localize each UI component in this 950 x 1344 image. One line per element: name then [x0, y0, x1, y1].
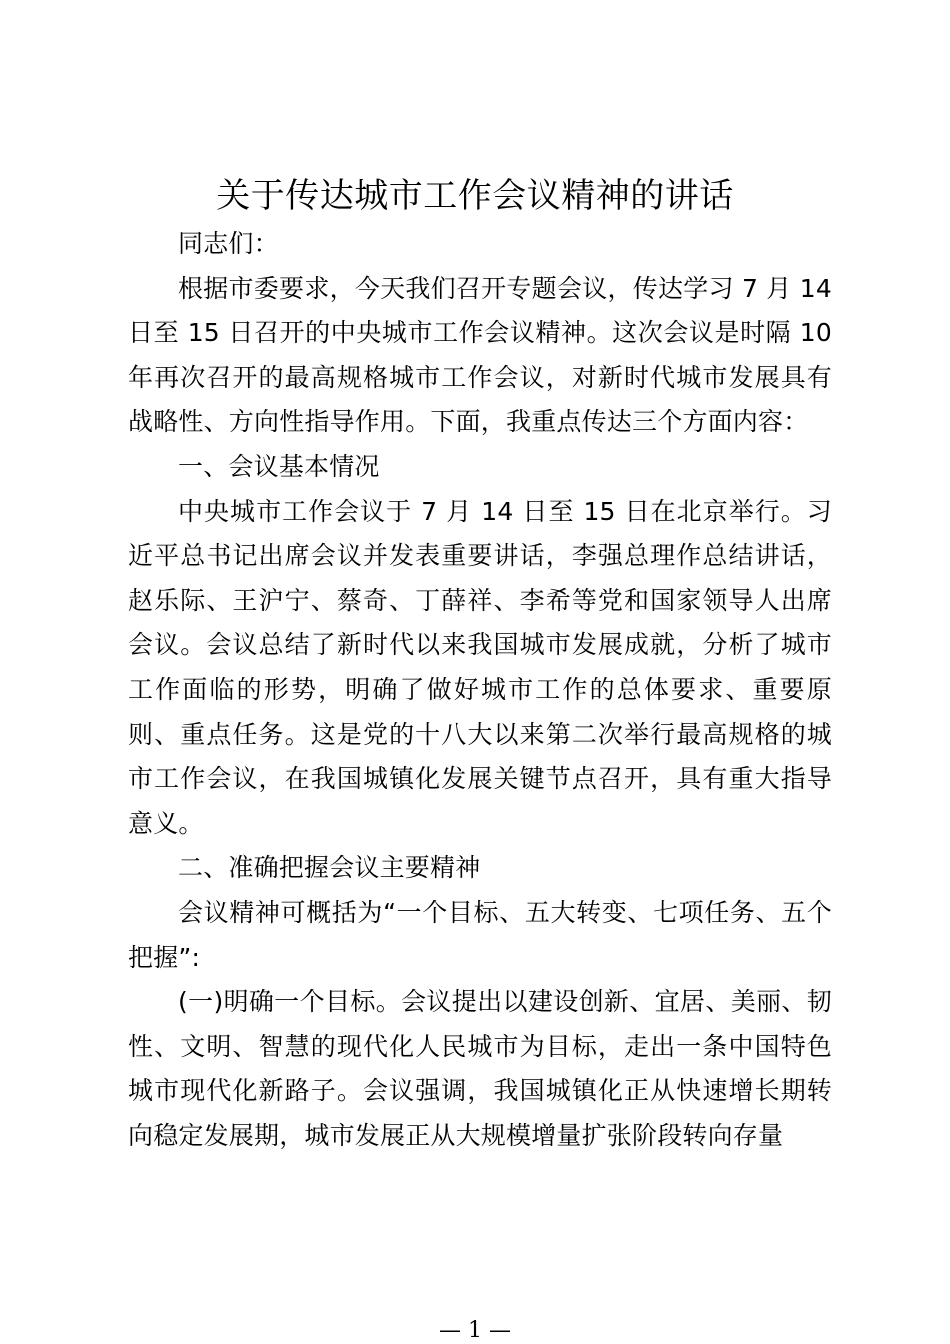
document-title: 关于传达城市工作会议精神的讲话: [216, 176, 734, 216]
document-body: [128, 222, 832, 1158]
paragraph-goal: (一)明确一个目标。会议提出以建设创新、宜居、美丽、韧性、文明、智慧的现代化人民城市为目标，走出一条中国特色城市现代化新路子。会议强调，我国城镇化正从快速增长期转向稳定发展期，城市发展正从大规模增量扩张阶段转向存量: [128, 987, 832, 1150]
section-heading-1: 一、会议基本情况: [178, 451, 380, 481]
salutation: 同志们：: [178, 229, 279, 258]
paragraph-meeting-overview: 中央城市工作会议于 7 月 14 日至 15 日在北京举行。习近平总书记出席会议并发表重要讲话，李强总理作总结讲话，赵乐际、王沪宁、蔡奇、丁薛祥、李希等党和国家领导人出席会议。会议总结了新时代以来我国城市发展成就，分析了城市工作面临的形势，明确了做好城市工作的总体要求、重要原则、重点任务。这是党的十八大以来第二次举行最高规格的城市工作会议，在我国城镇化发展关键节点召开，具有重大指导意义。: [128, 496, 832, 838]
paragraph-summary: 会议精神可概括为“一个目标、五大转变、七项任务、五个把握”:: [128, 897, 832, 972]
page-number: — 1 —: [439, 1318, 511, 1343]
paragraph-intro: 根据市委要求，今天我们召开专题会议，传达学习 7 月 14 日至 15 日召开的中央城市工作会议精神。这次会议是时隔 10 年再次召开的最高规格城市工作会议，对新时代城市发展具有战略性、方向性指导作用。下面，我重点传达三个方面内容：: [128, 273, 832, 437]
section-heading-2: 二、准确把握会议主要精神: [178, 853, 481, 883]
